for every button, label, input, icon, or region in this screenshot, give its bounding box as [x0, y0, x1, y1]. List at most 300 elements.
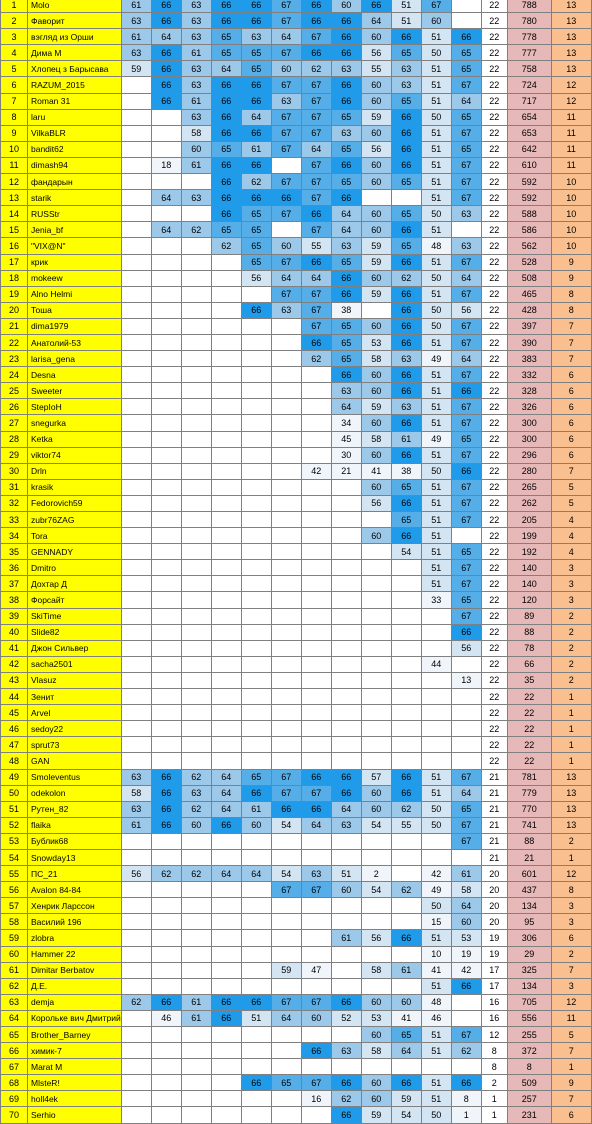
score-cell: [121, 141, 151, 157]
score-cell: [181, 737, 211, 753]
score-cell: 64: [451, 270, 481, 286]
score-cell: 66: [331, 45, 361, 61]
score-cell: [211, 1107, 241, 1123]
table-row: [1, 45, 592, 61]
score-cell: [241, 431, 271, 447]
score-cell: 46: [421, 1010, 451, 1026]
table-row: [1, 190, 592, 206]
score-cell: [241, 672, 271, 688]
row-number: 60: [1, 946, 28, 962]
score-cell: [391, 608, 421, 624]
score-cell: [451, 1059, 481, 1075]
score-cell: [181, 174, 211, 190]
score-cell: 59: [361, 109, 391, 125]
score-cell: 67: [271, 286, 301, 302]
score-cell: [121, 849, 151, 865]
score-cell: 59: [271, 962, 301, 978]
score-cell: [151, 463, 181, 479]
total-cell: 205: [507, 512, 551, 528]
total-cell: 326: [507, 399, 551, 415]
score-cell: 60: [361, 994, 391, 1010]
score-cell: [181, 351, 211, 367]
score-cell: 66: [241, 0, 271, 13]
score-cell: [211, 882, 241, 898]
rank-cell: 10: [551, 190, 591, 206]
score-cell: [301, 753, 331, 769]
rank-cell: 7: [551, 1043, 591, 1059]
score-cell: [181, 672, 211, 688]
score-cell: 66: [391, 318, 421, 334]
rank-cell: 4: [551, 512, 591, 528]
score-cell: [301, 640, 331, 656]
score-cell: 60: [361, 1075, 391, 1091]
tours-cell: 22: [481, 254, 507, 270]
score-cell: 67: [451, 399, 481, 415]
score-cell: 65: [451, 141, 481, 157]
score-cell: 64: [271, 270, 301, 286]
score-cell: 64: [331, 222, 361, 238]
total-cell: 397: [507, 318, 551, 334]
row-number: 36: [1, 560, 28, 576]
score-cell: [391, 833, 421, 849]
total-cell: 428: [507, 302, 551, 318]
score-cell: [181, 753, 211, 769]
table-row: [1, 528, 592, 544]
score-cell: 66: [301, 334, 331, 350]
row-number: 34: [1, 528, 28, 544]
score-cell: 53: [361, 334, 391, 350]
score-cell: [121, 978, 151, 994]
score-cell: 66: [211, 1010, 241, 1026]
score-cell: 64: [331, 399, 361, 415]
score-cell: [181, 849, 211, 865]
score-cell: 67: [451, 608, 481, 624]
score-cell: [211, 431, 241, 447]
score-cell: [151, 270, 181, 286]
score-cell: 60: [361, 415, 391, 431]
table-row: [1, 1059, 592, 1075]
score-cell: 63: [121, 45, 151, 61]
rank-cell: 1: [551, 1059, 591, 1075]
score-cell: 66: [391, 334, 421, 350]
score-cell: 65: [241, 61, 271, 77]
score-cell: 67: [301, 785, 331, 801]
tours-cell: 17: [481, 978, 507, 994]
score-cell: [211, 721, 241, 737]
score-cell: [301, 705, 331, 721]
score-cell: 51: [421, 576, 451, 592]
score-cell: [361, 914, 391, 930]
score-cell: [331, 656, 361, 672]
participant-name: Джон Сильвер: [28, 640, 122, 656]
score-cell: 66: [211, 93, 241, 109]
score-cell: [391, 914, 421, 930]
score-cell: [241, 576, 271, 592]
score-cell: 61: [241, 141, 271, 157]
score-cell: 67: [271, 254, 301, 270]
score-cell: 51: [421, 334, 451, 350]
table-row: [1, 801, 592, 817]
score-cell: [211, 962, 241, 978]
row-number: 5: [1, 61, 28, 77]
score-cell: [361, 946, 391, 962]
score-cell: [301, 479, 331, 495]
participant-name: Тоша: [28, 302, 122, 318]
score-cell: 66: [331, 270, 361, 286]
score-cell: [271, 334, 301, 350]
score-cell: 67: [271, 0, 301, 13]
score-cell: [121, 898, 151, 914]
participant-name: larisa_gena: [28, 351, 122, 367]
score-cell: 63: [181, 77, 211, 93]
score-cell: 65: [391, 1027, 421, 1043]
rank-cell: 6: [551, 415, 591, 431]
tours-cell: 22: [481, 0, 507, 13]
score-cell: [151, 238, 181, 254]
score-cell: [151, 624, 181, 640]
tours-cell: 20: [481, 914, 507, 930]
table-row: [1, 512, 592, 528]
score-cell: 67: [271, 174, 301, 190]
score-cell: [271, 415, 301, 431]
score-cell: 66: [211, 125, 241, 141]
score-cell: 66: [331, 13, 361, 29]
rank-cell: 2: [551, 672, 591, 688]
score-cell: 65: [451, 801, 481, 817]
score-cell: [121, 206, 151, 222]
table-row: [1, 898, 592, 914]
score-cell: [301, 608, 331, 624]
total-cell: 562: [507, 238, 551, 254]
score-cell: [181, 576, 211, 592]
score-cell: 63: [181, 109, 211, 125]
tours-cell: 22: [481, 592, 507, 608]
tours-cell: 22: [481, 560, 507, 576]
score-cell: 66: [151, 0, 181, 13]
score-cell: [121, 576, 151, 592]
score-cell: 67: [271, 109, 301, 125]
row-number: 39: [1, 608, 28, 624]
score-cell: [241, 1027, 271, 1043]
rank-cell: 11: [551, 125, 591, 141]
rank-cell: 13: [551, 29, 591, 45]
score-cell: 63: [391, 351, 421, 367]
row-number: 47: [1, 737, 28, 753]
score-cell: 66: [211, 174, 241, 190]
score-cell: [241, 544, 271, 560]
rank-cell: 4: [551, 528, 591, 544]
tours-cell: 22: [481, 737, 507, 753]
row-number: 49: [1, 769, 28, 785]
score-cell: 41: [361, 463, 391, 479]
score-cell: [391, 689, 421, 705]
rank-cell: 7: [551, 962, 591, 978]
participant-name: zlobra: [28, 930, 122, 946]
score-cell: [211, 946, 241, 962]
table-row: [1, 978, 592, 994]
score-cell: 51: [241, 1010, 271, 1026]
score-cell: [121, 109, 151, 125]
score-cell: [271, 431, 301, 447]
score-cell: [181, 528, 211, 544]
score-cell: 66: [241, 785, 271, 801]
score-cell: [241, 334, 271, 350]
score-cell: 60: [361, 93, 391, 109]
score-cell: [151, 592, 181, 608]
row-number: 61: [1, 962, 28, 978]
score-cell: [121, 914, 151, 930]
score-cell: [271, 753, 301, 769]
score-cell: 60: [361, 367, 391, 383]
score-cell: 60: [361, 125, 391, 141]
score-cell: 51: [421, 125, 451, 141]
score-cell: [391, 866, 421, 882]
score-cell: [421, 833, 451, 849]
score-cell: [361, 672, 391, 688]
score-cell: [271, 399, 301, 415]
score-cell: [331, 721, 361, 737]
score-cell: 63: [271, 93, 301, 109]
score-cell: 66: [391, 495, 421, 511]
score-cell: 58: [451, 882, 481, 898]
table-row: [1, 689, 592, 705]
score-cell: [301, 576, 331, 592]
score-cell: 56: [121, 866, 151, 882]
table-row: [1, 334, 592, 350]
score-cell: [151, 753, 181, 769]
score-cell: [121, 302, 151, 318]
rank-cell: 1: [551, 705, 591, 721]
total-cell: 780: [507, 13, 551, 29]
score-cell: [391, 672, 421, 688]
tours-cell: 22: [481, 383, 507, 399]
score-cell: 66: [241, 77, 271, 93]
rank-cell: 7: [551, 334, 591, 350]
score-cell: 10: [421, 946, 451, 962]
total-cell: 653: [507, 125, 551, 141]
participant-name: Roman 31: [28, 93, 122, 109]
score-cell: 66: [211, 817, 241, 833]
score-cell: [271, 930, 301, 946]
total-cell: 199: [507, 528, 551, 544]
score-cell: [151, 141, 181, 157]
score-cell: 56: [361, 495, 391, 511]
tours-cell: 22: [481, 125, 507, 141]
score-cell: 66: [211, 206, 241, 222]
score-cell: [211, 302, 241, 318]
score-cell: [271, 479, 301, 495]
total-cell: 654: [507, 109, 551, 125]
score-cell: [271, 689, 301, 705]
total-cell: 265: [507, 479, 551, 495]
score-cell: [361, 737, 391, 753]
row-number: 70: [1, 1107, 28, 1123]
score-cell: 63: [181, 29, 211, 45]
score-cell: [391, 978, 421, 994]
row-number: 18: [1, 270, 28, 286]
score-cell: 60: [361, 447, 391, 463]
score-cell: 66: [391, 383, 421, 399]
score-cell: [241, 1043, 271, 1059]
table-row: [1, 415, 592, 431]
score-cell: 56: [361, 141, 391, 157]
total-cell: 262: [507, 495, 551, 511]
tours-cell: 22: [481, 93, 507, 109]
score-cell: [331, 640, 361, 656]
score-cell: 59: [391, 1091, 421, 1107]
score-cell: [211, 318, 241, 334]
score-cell: [151, 882, 181, 898]
score-cell: 65: [451, 431, 481, 447]
score-cell: 64: [211, 769, 241, 785]
tours-cell: 16: [481, 1010, 507, 1026]
score-cell: 67: [451, 769, 481, 785]
total-cell: 140: [507, 576, 551, 592]
score-cell: [121, 737, 151, 753]
score-cell: [181, 930, 211, 946]
score-cell: 64: [241, 109, 271, 125]
score-cell: 59: [361, 286, 391, 302]
score-cell: [151, 576, 181, 592]
score-cell: [151, 978, 181, 994]
tours-cell: 22: [481, 190, 507, 206]
score-cell: 54: [391, 544, 421, 560]
score-cell: 61: [331, 930, 361, 946]
score-cell: [181, 592, 211, 608]
score-cell: 63: [181, 190, 211, 206]
tours-cell: 1: [481, 1091, 507, 1107]
score-cell: 60: [361, 222, 391, 238]
participant-name: Форсайт: [28, 592, 122, 608]
rank-cell: 10: [551, 174, 591, 190]
score-cell: 51: [421, 222, 451, 238]
score-cell: 63: [331, 1043, 361, 1059]
score-cell: [151, 672, 181, 688]
score-cell: [391, 1059, 421, 1075]
total-cell: 78: [507, 640, 551, 656]
score-cell: [211, 705, 241, 721]
score-cell: 62: [181, 222, 211, 238]
score-cell: [121, 689, 151, 705]
score-cell: [391, 592, 421, 608]
rank-cell: 3: [551, 592, 591, 608]
row-number: 35: [1, 544, 28, 560]
score-cell: [271, 544, 301, 560]
score-cell: 63: [271, 302, 301, 318]
score-cell: 54: [271, 817, 301, 833]
score-cell: [121, 656, 151, 672]
score-cell: [331, 544, 361, 560]
score-cell: 63: [451, 238, 481, 254]
score-cell: 67: [271, 125, 301, 141]
score-cell: 60: [271, 61, 301, 77]
score-cell: 61: [241, 801, 271, 817]
score-cell: 61: [121, 29, 151, 45]
rank-cell: 13: [551, 769, 591, 785]
score-cell: [121, 334, 151, 350]
score-cell: [361, 656, 391, 672]
score-cell: 51: [421, 785, 451, 801]
participant-name: Фаворит: [28, 13, 122, 29]
score-cell: [181, 206, 211, 222]
table-row: [1, 399, 592, 415]
score-cell: 51: [421, 141, 451, 157]
score-cell: 30: [331, 447, 361, 463]
participant-name: Jenia_bf: [28, 222, 122, 238]
participant-name: Alno Helmi: [28, 286, 122, 302]
score-cell: [331, 479, 361, 495]
table-row: [1, 737, 592, 753]
total-cell: 372: [507, 1043, 551, 1059]
score-cell: 51: [421, 479, 451, 495]
table-row: [1, 560, 592, 576]
score-cell: 65: [331, 334, 361, 350]
score-cell: [331, 672, 361, 688]
score-cell: 67: [451, 560, 481, 576]
score-cell: [151, 608, 181, 624]
score-cell: [211, 1091, 241, 1107]
score-cell: [361, 576, 391, 592]
total-cell: 465: [507, 286, 551, 302]
table-row: [1, 962, 592, 978]
participant-name: Дима M: [28, 45, 122, 61]
score-cell: 60: [241, 817, 271, 833]
score-cell: 65: [391, 479, 421, 495]
score-cell: 63: [181, 13, 211, 29]
row-number: 57: [1, 898, 28, 914]
score-cell: 60: [361, 801, 391, 817]
score-cell: [211, 495, 241, 511]
score-cell: [211, 415, 241, 431]
row-number: 17: [1, 254, 28, 270]
total-cell: 332: [507, 367, 551, 383]
score-cell: [211, 351, 241, 367]
score-cell: 60: [451, 914, 481, 930]
score-cell: [271, 1027, 301, 1043]
score-cell: [121, 254, 151, 270]
score-cell: [241, 930, 271, 946]
score-cell: [391, 624, 421, 640]
score-cell: [271, 463, 301, 479]
total-cell: 528: [507, 254, 551, 270]
score-cell: 64: [361, 13, 391, 29]
score-cell: [241, 367, 271, 383]
score-cell: [211, 1075, 241, 1091]
score-cell: [121, 1107, 151, 1123]
score-cell: [121, 560, 151, 576]
table-row: [1, 351, 592, 367]
score-cell: 66: [301, 769, 331, 785]
rank-cell: 13: [551, 817, 591, 833]
score-cell: [121, 93, 151, 109]
score-cell: 66: [391, 528, 421, 544]
score-cell: 67: [301, 77, 331, 93]
score-cell: [181, 689, 211, 705]
score-cell: 58: [121, 785, 151, 801]
score-cell: 18: [151, 157, 181, 173]
score-cell: [181, 962, 211, 978]
row-number: 67: [1, 1059, 28, 1075]
score-cell: 66: [391, 447, 421, 463]
score-cell: 58: [181, 125, 211, 141]
participant-name: RAZUM_2015: [28, 77, 122, 93]
score-cell: [181, 415, 211, 431]
participant-name: крик: [28, 254, 122, 270]
tours-cell: 22: [481, 495, 507, 511]
score-cell: [151, 174, 181, 190]
table-row: [1, 463, 592, 479]
participant-name: Drln: [28, 463, 122, 479]
